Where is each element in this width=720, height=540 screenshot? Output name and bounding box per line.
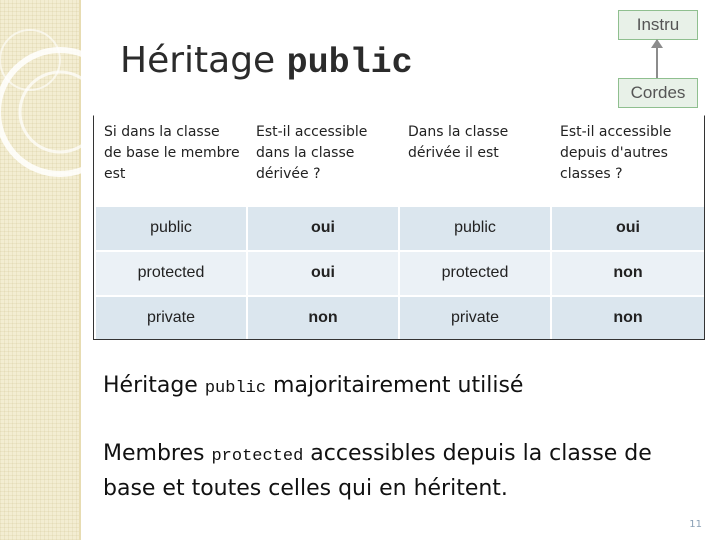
header-in-derived: Dans la classe dérivée il est bbox=[399, 116, 551, 205]
class-node-cordes: Cordes bbox=[618, 78, 698, 108]
table-cell: oui bbox=[551, 205, 705, 251]
note-text: Héritage bbox=[103, 373, 205, 398]
table-cell: non bbox=[551, 296, 705, 341]
access-table bbox=[94, 116, 706, 342]
table-cell: public bbox=[95, 205, 247, 251]
header-accessible-derived: Est-il accessible dans la classe dérivée ? bbox=[247, 116, 399, 205]
header-base-member: Si dans la classe de base le membre est bbox=[95, 116, 247, 205]
table-cell: non bbox=[247, 296, 399, 341]
class-node-instru: Instru bbox=[618, 10, 698, 40]
table-row bbox=[95, 296, 705, 341]
note-protected-members bbox=[103, 438, 708, 505]
table-header-row bbox=[95, 116, 705, 205]
table-cell: protected bbox=[399, 251, 551, 296]
note-text: Membres bbox=[103, 441, 212, 466]
table-cell: private bbox=[95, 296, 247, 341]
note-code: public bbox=[204, 379, 267, 398]
note-public-usage bbox=[103, 370, 703, 405]
title-code: public bbox=[286, 43, 413, 83]
table-cell: non bbox=[551, 251, 705, 296]
title-text: Héritage bbox=[120, 40, 287, 81]
table-row bbox=[95, 251, 705, 296]
slide-title bbox=[120, 40, 413, 83]
note-text: accessibles depuis la classe de base et toutes celles qui en héritent. bbox=[103, 441, 652, 501]
table-cell: protected bbox=[95, 251, 247, 296]
table-cell: oui bbox=[247, 251, 399, 296]
inheritance-arrow bbox=[656, 40, 658, 78]
table-row bbox=[95, 205, 705, 251]
decorative-left-band bbox=[0, 0, 81, 540]
header-accessible-others: Est-il accessible depuis d'autres classes ? bbox=[551, 116, 705, 205]
note-code: protected bbox=[211, 447, 304, 466]
table-cell: private bbox=[399, 296, 551, 341]
page-number: 11 bbox=[689, 519, 702, 530]
note-text: majoritairement utilisé bbox=[266, 373, 524, 398]
table-cell: public bbox=[399, 205, 551, 251]
table-cell: oui bbox=[247, 205, 399, 251]
